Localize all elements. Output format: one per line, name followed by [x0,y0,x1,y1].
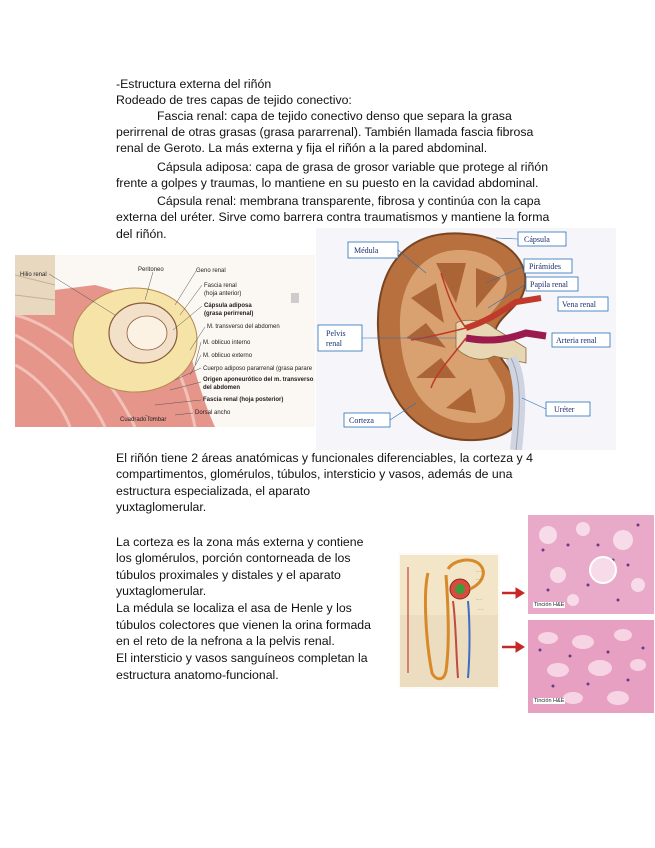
label-pelvis-2: renal [326,339,342,348]
histology-bottom-caption: Tinción H&E [534,698,565,704]
label-capsula-k: Cápsula [524,235,550,244]
fascia-line-2: perirrenal de otras grasas (grasa pararrenal). También llamada fascia fibrosa [116,125,534,139]
label-corteza: Corteza [349,416,374,425]
nephron-diagram [398,553,500,689]
svg-text:·····: ····· [476,578,482,582]
low-line-6: túbulos colectores que vienen la orina formada [116,618,371,632]
label-oblicuo-ext: M. oblicuo externo [203,353,253,359]
low-line-5: La médula se localiza el asa de Henle y los [116,601,352,615]
low-line-8: El intersticio y vasos sanguíneos completan la [116,651,368,665]
intro-line: Rodeado de tres capas de tejido conectivo: [116,93,352,107]
label-vena: Vena renal [562,300,596,309]
label-fascia-ant: Fascia renal [204,283,237,289]
label-dorsal: Dorsal ancho [195,410,231,416]
kidney-illustration [316,228,616,450]
histology-cortex-image [528,515,654,614]
label-fascia-post: Fascia renal (hoja posterior) [203,397,284,403]
low-line-7: en el reto de la nefrona a la pelvis renal. [116,634,335,648]
capsula-line-3: del riñón. [116,227,167,241]
svg-text:·····: ····· [478,608,484,612]
adiposa-line-1: Cápsula adiposa: capa de grasa de grosor variable que protege al riñón [157,160,549,174]
low-line-2: los glomérulos, porción contorneada de los [116,551,351,565]
mid-line-3: estructura especializada, el aparato [116,484,311,498]
section-heading: -Estructura externa del riñón [116,77,272,91]
kidney-cross-section-figure [15,255,315,427]
label-piramides: Pirámides [529,262,561,271]
svg-text:·····: ····· [476,598,482,602]
mid-line-1: El riñón tiene 2 áreas anatómicas y funcionales diferenciables, la corteza y 4 [116,451,533,465]
low-line-3: túbulos proximales y distales y el aparato [116,568,341,582]
low-line-1: La corteza es la zona más externa y contiene [116,535,364,549]
histology-medulla-image [528,620,654,713]
label-medula: Médula [354,246,379,255]
mid-line-4: yuxtaglomerular. [116,500,207,514]
label-capsula: Cápsula adiposa [204,303,252,309]
label-arteria: Arteria renal [556,336,597,345]
label-fascia-ant-2: (hoja anterior) [204,291,242,297]
label-capsula-2: (grasa perirrenal) [204,311,254,317]
low-line-4: yuxtaglomerular. [116,584,207,598]
label-ureter: Uréter [554,405,575,414]
fascia-line-3: renal de Geroto. La más externa y fija el riñón a la pared abdominal. [116,141,488,155]
label-origen: Origen aponeurótico del m. transverso [203,377,314,383]
label-hilio: Hilio renal [20,272,47,278]
label-peritoneo: Peritoneo [138,267,164,273]
label-papila: Papila renal [530,280,568,289]
label-pelvis: Pelvis [326,329,346,338]
adiposa-line-2: frente a golpes y traumas, lo mantiene en su puesto en la cavidad abdominal. [116,176,539,190]
low-line-9: estructura anatomo-funcional. [116,668,279,682]
label-cuerpo: Cuerpo adiposo pararrenal (grasa parare [203,366,313,372]
mid-line-2: compartimentos, glomérulos, túbulos, intersticio y vasos, además de una [116,467,513,481]
fascia-line-1: Fascia renal: capa de tejido conectivo denso que separa la grasa [157,109,512,123]
capsula-line-1: Cápsula renal: membrana transparente, fibrosa y continúa con la capa [157,194,541,208]
capsula-line-2: externa del uréter. Sirve como barrera contra traumatismos y mantiene la forma [116,210,550,224]
svg-text:·····: ····· [476,570,482,574]
histology-top-caption: Tinción H&E [534,602,565,608]
label-geno: Geno renal [196,268,226,274]
arrow-group [500,585,525,655]
label-cuadrado: Cuadrado lumbar [120,417,167,423]
label-transverso: M. transverso del abdomen [207,324,280,330]
label-oblicuo-int: M. oblicuo interno [203,340,251,346]
label-origen-2: del abdomen [203,385,241,391]
